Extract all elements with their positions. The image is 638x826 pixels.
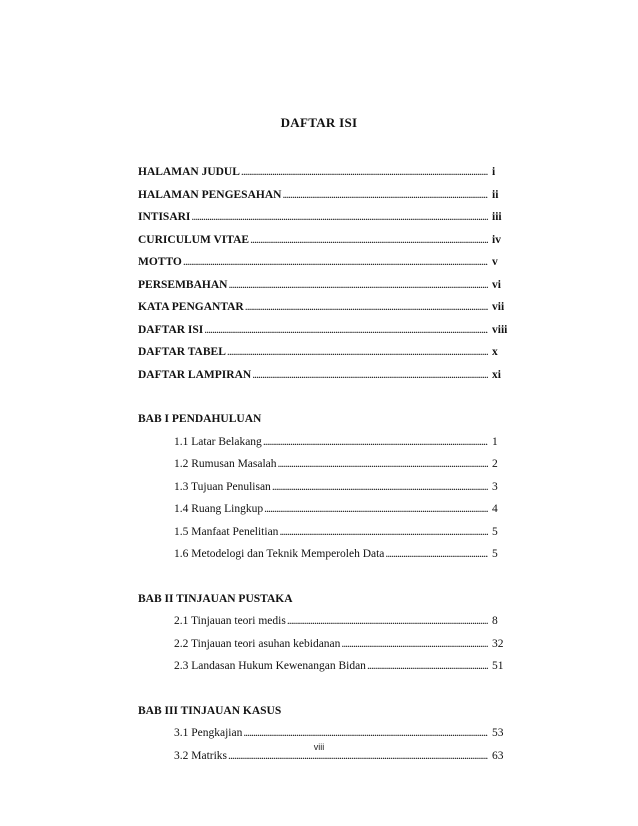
toc-entry-page: i: [492, 166, 496, 178]
toc-entry-label: MOTTO: [138, 256, 182, 268]
dot-leader: [264, 498, 488, 521]
toc-section: [138, 543, 510, 566]
toc-section-page: 63: [492, 749, 504, 762]
toc-entry-label: INTISARI: [138, 211, 191, 223]
toc-section: [138, 498, 510, 521]
toc-section-label: 2.1 Tinjauan teori medis: [174, 615, 286, 627]
toc-entry-page: x: [492, 346, 498, 358]
toc-entry-label: DAFTAR LAMPIRAN: [138, 368, 252, 381]
toc-section-page: 32: [492, 637, 504, 650]
toc-section: [138, 521, 510, 544]
chapter-block: [138, 408, 510, 566]
toc-section: [138, 453, 510, 476]
front-matter-list: [138, 161, 510, 386]
toc-entry-label: CURICULUM VITAE: [138, 233, 250, 246]
dot-leader: [279, 521, 488, 544]
toc-section-page: 5: [492, 525, 498, 538]
toc-entry-page: iii: [492, 211, 502, 223]
toc-entry-label: DAFTAR ISI: [138, 323, 204, 336]
toc-section-label: 3.2 Matriks: [174, 749, 228, 762]
dot-leader: [272, 476, 488, 499]
dot-leader: [278, 453, 488, 476]
dot-leader: [250, 229, 488, 252]
dot-leader: [241, 161, 488, 184]
toc-entry-page: iv: [492, 233, 501, 246]
toc-section-label: 1.1 Latar Belakang: [174, 435, 262, 448]
page-number-footer: viii: [313, 742, 325, 752]
toc-entry-label: DAFTAR TABEL: [138, 346, 226, 358]
toc-entry-page: vii: [492, 301, 505, 313]
toc-entry-label: PERSEMBAHAN: [138, 278, 228, 291]
chapter-heading: BAB III TINJAUAN KASUS: [138, 704, 282, 717]
toc-section-page: 3: [492, 480, 498, 493]
toc-section-page: 1: [492, 435, 498, 448]
toc-entry: [138, 206, 510, 229]
toc-entry-page: ii: [492, 188, 499, 201]
toc-section-label: 2.3 Landasan Hukum Kewenangan Bidan: [174, 660, 366, 672]
toc-section-label: 3.1 Pengkajian: [174, 727, 243, 739]
toc-entry: [138, 296, 510, 319]
toc-entry-page: v: [492, 256, 498, 268]
dot-leader: [228, 274, 488, 297]
toc-entry-label: HALAMAN JUDUL: [138, 166, 240, 178]
chapter-block: [138, 588, 510, 678]
dot-leader: [287, 610, 488, 633]
toc-section: [138, 476, 510, 499]
toc-entry: [138, 184, 510, 207]
toc-section-page: 2: [492, 458, 498, 470]
dot-leader: [227, 341, 488, 364]
dot-leader: [282, 184, 488, 207]
toc-section-page: 5: [492, 548, 498, 560]
chapter-block: [138, 700, 510, 768]
chapter-heading: BAB I PENDAHULUAN: [138, 413, 262, 425]
chapter-heading: BAB II TINJAUAN PUSTAKA: [138, 592, 293, 605]
dot-leader: [191, 206, 488, 229]
dot-leader: [367, 655, 488, 678]
toc-entry: [138, 274, 510, 297]
toc-section: [138, 431, 510, 454]
toc-section: [138, 633, 510, 656]
toc-section-label: 2.2 Tinjauan teori asuhan kebidanan: [174, 637, 341, 650]
toc-entry-label: KATA PENGANTAR: [138, 301, 244, 313]
toc-section-label: 1.6 Metodelogi dan Teknik Memperoleh Data: [174, 548, 385, 560]
toc-section-label: 1.5 Manfaat Penelitian: [174, 525, 279, 538]
toc-entry-label: HALAMAN PENGESAHAN: [138, 188, 282, 201]
toc-section-label: 1.4 Ruang Lingkup: [174, 503, 264, 515]
toc-entry: [138, 251, 510, 274]
toc-entry-page: vi: [492, 278, 501, 291]
dot-leader: [183, 251, 488, 274]
toc-section-page: 51: [492, 660, 504, 672]
toc-entry: [138, 341, 510, 364]
toc-section-page: 8: [492, 615, 498, 627]
toc-section-label: 1.3 Tujuan Penulisan: [174, 480, 271, 493]
toc-entry: [138, 229, 510, 252]
toc-section-page: 53: [492, 727, 504, 739]
dot-leader: [341, 633, 488, 656]
dot-leader: [245, 296, 488, 319]
page-title: DAFTAR ISI: [280, 115, 358, 130]
dot-leader: [252, 364, 488, 387]
toc-section-label: 1.2 Rumusan Masalah: [174, 458, 277, 470]
toc-entry-page: viii: [492, 323, 508, 336]
toc-section-page: 4: [492, 503, 498, 515]
toc-entry-page: xi: [492, 368, 501, 381]
toc-entry: [138, 364, 510, 387]
dot-leader: [263, 431, 488, 454]
dot-leader: [385, 543, 488, 566]
dot-leader: [204, 319, 488, 342]
toc-section: [138, 655, 510, 678]
toc-section: [138, 610, 510, 633]
toc-entry: [138, 161, 510, 184]
toc-entry: [138, 319, 510, 342]
table-of-contents: [138, 161, 510, 767]
